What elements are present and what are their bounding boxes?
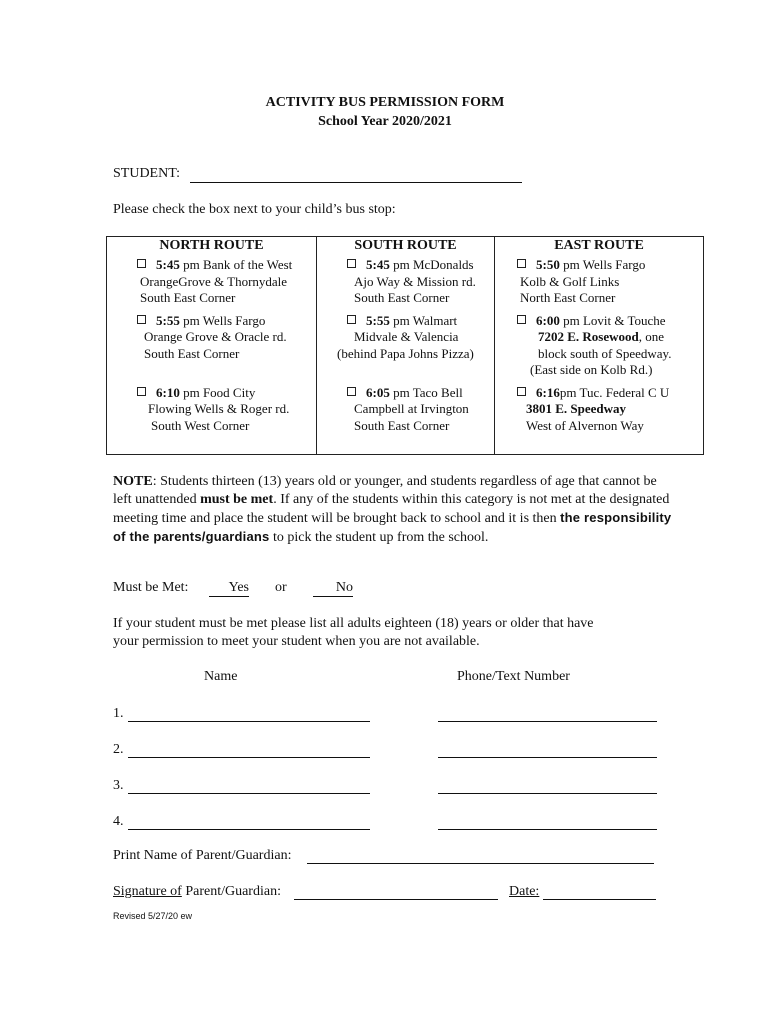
contact-number: 1. — [113, 706, 124, 721]
checkbox[interactable] — [347, 259, 356, 268]
note-label: NOTE — [113, 474, 153, 489]
date-label: Date: — [509, 884, 540, 899]
contact-number: 4. — [113, 814, 124, 829]
contact-name-field[interactable] — [128, 757, 370, 758]
contact-phone-field[interactable] — [438, 757, 657, 758]
east-stop-1: 5:50 pm Wells Fargo Kolb & Golf Links North East Corner — [495, 255, 704, 311]
yes-option[interactable]: Yes — [209, 580, 249, 597]
student-label: STUDENT: — [113, 166, 180, 181]
north-stop-3: 6:10 pm Food City Flowing Wells & Roger rd. South West Corner — [107, 383, 317, 455]
routes-table — [106, 236, 704, 455]
south-stop-2: 5:55 pm Walmart Midvale & Valencia (behind Papa Johns Pizza) — [317, 311, 495, 383]
phone-column-header: Phone/Text Number — [457, 669, 570, 684]
student-name-field[interactable] — [190, 182, 522, 183]
north-stop-1: 5:45 pm Bank of the West OrangeGrove & Thornydale South East Corner — [107, 255, 317, 311]
adults-instruction-line2: your permission to meet your student when you are not available. — [113, 634, 480, 649]
contact-phone-field[interactable] — [438, 721, 657, 722]
checkbox[interactable] — [517, 387, 526, 396]
must-be-met-emphasis: must be met — [200, 492, 274, 507]
checkbox[interactable] — [137, 387, 146, 396]
responsibility-emphasis: the responsibility of the parents/guardians — [113, 510, 672, 544]
contact-phone-field[interactable] — [438, 793, 657, 794]
name-column-header: Name — [204, 669, 238, 684]
north-route-header: NORTH ROUTE — [107, 237, 317, 256]
revision-note: Revised 5/27/20 ew — [113, 911, 193, 921]
contact-name-field[interactable] — [128, 829, 370, 830]
adults-instruction-line1: If your student must be met please list all adults eighteen (18) years or older that have — [113, 616, 594, 631]
or-text: or — [275, 580, 287, 595]
contact-number: 3. — [113, 778, 124, 793]
checkbox[interactable] — [137, 315, 146, 324]
east-stop-3: 6:16pm Tuc. Federal C U 3801 E. Speedway West of Alvernon Way — [495, 383, 704, 455]
form-title: ACTIVITY BUS PERMISSION FORM — [265, 95, 505, 110]
date-field[interactable] — [543, 899, 656, 900]
checkbox[interactable] — [347, 387, 356, 396]
checkbox[interactable] — [347, 315, 356, 324]
east-route-header: EAST ROUTE — [495, 237, 704, 256]
checkbox[interactable] — [517, 315, 526, 324]
south-route-header: SOUTH ROUTE — [317, 237, 495, 256]
north-stop-2: 5:55 pm Wells Fargo Orange Grove & Oracle rd. South East Corner — [107, 311, 317, 383]
contact-number: 2. — [113, 742, 124, 757]
must-be-met-label: Must be Met: — [113, 580, 189, 595]
south-stop-1: 5:45 pm McDonalds Ajo Way & Mission rd. South East Corner — [317, 255, 495, 311]
school-year: School Year 2020/2021 — [318, 114, 452, 129]
south-stop-3: 6:05 pm Taco Bell Campbell at Irvington South East Corner — [317, 383, 495, 455]
checkbox[interactable] — [137, 259, 146, 268]
signature-field[interactable] — [294, 899, 498, 900]
print-name-field[interactable] — [307, 863, 654, 864]
contact-name-field[interactable] — [128, 793, 370, 794]
checkbox[interactable] — [517, 259, 526, 268]
signature-label: Signature of Parent/Guardian: — [113, 884, 281, 899]
east-stop-2: 6:00 pm Lovit & Touche 7202 E. Rosewood, one block south of Speedway. (East side on Kolb Rd.) — [495, 311, 704, 383]
contact-name-field[interactable] — [128, 721, 370, 722]
contact-phone-field[interactable] — [438, 829, 657, 830]
bus-stop-instruction: Please check the box next to your child’s bus stop: — [113, 202, 396, 217]
note-paragraph: NOTE: Students thirteen (13) years old or younger, and students regardless of age that cannot be left unattended must be met. If any of the students within this category is not met at the designated meeting time and place the student will be brought back to school and it is then the responsibility of the parents/guardians to pick the student up from the school. — [113, 474, 672, 545]
no-option[interactable]: No — [313, 580, 353, 597]
print-name-label: Print Name of Parent/Guardian: — [113, 848, 292, 863]
